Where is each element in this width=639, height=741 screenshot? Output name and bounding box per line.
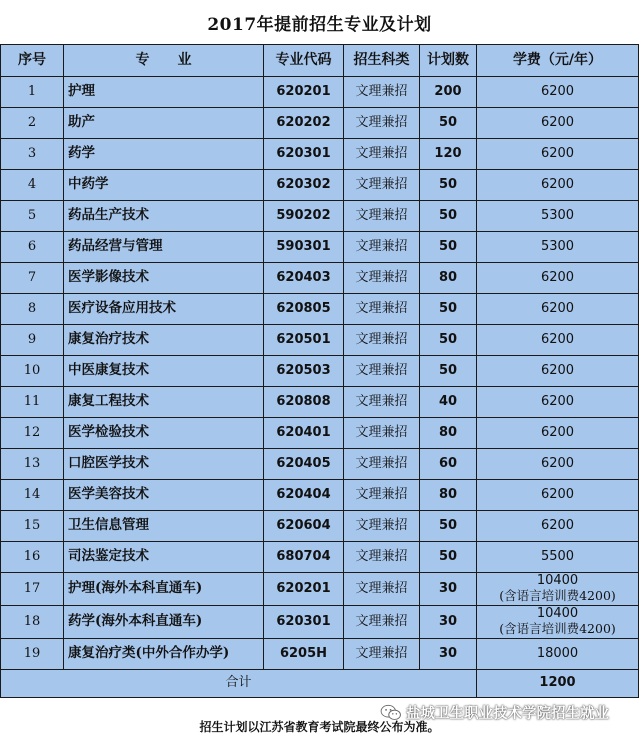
wechat-icon bbox=[380, 704, 402, 722]
cell-fee: 6200 bbox=[477, 294, 639, 325]
fee-amount: 10400 bbox=[536, 573, 579, 589]
cell-major: 康复治疗技术 bbox=[64, 325, 264, 356]
cell-category: 文理兼招 bbox=[344, 573, 420, 606]
cell-index: 6 bbox=[1, 232, 64, 263]
cell-fee: 6200 bbox=[477, 511, 639, 542]
cell-category: 文理兼招 bbox=[344, 542, 420, 573]
cell-fee: 6200 bbox=[477, 356, 639, 387]
cell-index: 18 bbox=[1, 606, 64, 639]
cell-index: 7 bbox=[1, 263, 64, 294]
fee-note: (含语言培训费4200) bbox=[499, 588, 616, 604]
cell-major: 药品生产技术 bbox=[64, 201, 264, 232]
table-row bbox=[1, 201, 639, 232]
cell-code: 620808 bbox=[264, 387, 344, 418]
cell-plan: 120 bbox=[420, 139, 477, 170]
cell-fee: 6200 bbox=[477, 139, 639, 170]
cell-code: 620403 bbox=[264, 263, 344, 294]
cell-fee: 5300 bbox=[477, 232, 639, 263]
cell-code: 590202 bbox=[264, 201, 344, 232]
cell-index: 15 bbox=[1, 511, 64, 542]
cell-code: 620201 bbox=[264, 77, 344, 108]
table-title: 2017年提前招生专业及计划 bbox=[0, 0, 639, 44]
cell-plan: 50 bbox=[420, 511, 477, 542]
cell-index: 14 bbox=[1, 480, 64, 511]
table-row bbox=[1, 294, 639, 325]
cell-code: 620202 bbox=[264, 108, 344, 139]
cell-code: 620604 bbox=[264, 511, 344, 542]
admission-plan-table bbox=[0, 44, 639, 698]
header-code: 专业代码 bbox=[264, 45, 344, 77]
cell-category: 文理兼招 bbox=[344, 108, 420, 139]
table-row bbox=[1, 511, 639, 542]
header-index: 序号 bbox=[1, 45, 64, 77]
cell-major: 护理 bbox=[64, 77, 264, 108]
cell-plan: 50 bbox=[420, 108, 477, 139]
cell-plan: 50 bbox=[420, 542, 477, 573]
cell-plan: 50 bbox=[420, 201, 477, 232]
cell-plan: 30 bbox=[420, 639, 477, 670]
cell-fee: 6200 bbox=[477, 325, 639, 356]
cell-fee: 6200 bbox=[477, 387, 639, 418]
table-row bbox=[1, 356, 639, 387]
cell-category: 文理兼招 bbox=[344, 639, 420, 670]
cell-plan: 50 bbox=[420, 232, 477, 263]
total-value: 1200 bbox=[477, 670, 639, 698]
cell-fee: 6200 bbox=[477, 449, 639, 480]
cell-plan: 80 bbox=[420, 263, 477, 294]
cell-code: 620301 bbox=[264, 606, 344, 639]
fee-amount: 10400 bbox=[536, 606, 579, 622]
cell-index: 16 bbox=[1, 542, 64, 573]
cell-major: 药品经营与管理 bbox=[64, 232, 264, 263]
table-header bbox=[1, 45, 639, 77]
cell-category: 文理兼招 bbox=[344, 294, 420, 325]
cell-plan: 60 bbox=[420, 449, 477, 480]
cell-plan: 50 bbox=[420, 356, 477, 387]
cell-major: 医学影像技术 bbox=[64, 263, 264, 294]
cell-code: 620302 bbox=[264, 170, 344, 201]
cell-code: 6205H bbox=[264, 639, 344, 670]
cell-index: 9 bbox=[1, 325, 64, 356]
cell-index: 17 bbox=[1, 573, 64, 606]
cell-index: 4 bbox=[1, 170, 64, 201]
cell-fee: 6200 bbox=[477, 263, 639, 294]
cell-index: 10 bbox=[1, 356, 64, 387]
cell-major: 卫生信息管理 bbox=[64, 511, 264, 542]
cell-index: 3 bbox=[1, 139, 64, 170]
cell-plan: 80 bbox=[420, 480, 477, 511]
cell-index: 5 bbox=[1, 201, 64, 232]
cell-index: 2 bbox=[1, 108, 64, 139]
header-plan: 计划数 bbox=[420, 45, 477, 77]
cell-code: 620201 bbox=[264, 573, 344, 606]
table-row bbox=[1, 480, 639, 511]
cell-code: 620404 bbox=[264, 480, 344, 511]
cell-code: 620501 bbox=[264, 325, 344, 356]
watermark bbox=[380, 702, 609, 723]
cell-code: 620805 bbox=[264, 294, 344, 325]
cell-fee: 5500 bbox=[477, 542, 639, 573]
cell-major: 司法鉴定技术 bbox=[64, 542, 264, 573]
cell-major: 中药学 bbox=[64, 170, 264, 201]
table-row bbox=[1, 232, 639, 263]
cell-major: 护理(海外本科直通车) bbox=[64, 573, 264, 606]
table-row bbox=[1, 263, 639, 294]
cell-fee bbox=[477, 606, 639, 639]
cell-major: 助产 bbox=[64, 108, 264, 139]
cell-fee bbox=[477, 573, 639, 606]
cell-plan: 200 bbox=[420, 77, 477, 108]
cell-category: 文理兼招 bbox=[344, 449, 420, 480]
table-row bbox=[1, 606, 639, 639]
cell-code: 620405 bbox=[264, 449, 344, 480]
cell-fee: 6200 bbox=[477, 170, 639, 201]
cell-major: 医疗设备应用技术 bbox=[64, 294, 264, 325]
cell-category: 文理兼招 bbox=[344, 356, 420, 387]
cell-index: 19 bbox=[1, 639, 64, 670]
table-row bbox=[1, 573, 639, 606]
cell-major: 康复治疗类(中外合作办学) bbox=[64, 639, 264, 670]
footer-note: 招生计划以江苏省教育考试院最终公布为准。 bbox=[0, 712, 639, 741]
cell-major: 口腔医学技术 bbox=[64, 449, 264, 480]
cell-plan: 80 bbox=[420, 418, 477, 449]
table-body bbox=[1, 77, 639, 670]
cell-category: 文理兼招 bbox=[344, 77, 420, 108]
cell-major: 药学(海外本科直通车) bbox=[64, 606, 264, 639]
cell-category: 文理兼招 bbox=[344, 139, 420, 170]
table-row bbox=[1, 639, 639, 670]
cell-category: 文理兼招 bbox=[344, 480, 420, 511]
cell-index: 1 bbox=[1, 77, 64, 108]
cell-category: 文理兼招 bbox=[344, 511, 420, 542]
table-row bbox=[1, 170, 639, 201]
total-label: 合计 bbox=[1, 670, 477, 698]
cell-major: 中医康复技术 bbox=[64, 356, 264, 387]
total-row bbox=[1, 670, 639, 698]
cell-category: 文理兼招 bbox=[344, 263, 420, 294]
cell-category: 文理兼招 bbox=[344, 606, 420, 639]
cell-category: 文理兼招 bbox=[344, 201, 420, 232]
watermark-text: 盐城卫生职业技术学院招生就业 bbox=[406, 706, 609, 722]
cell-index: 11 bbox=[1, 387, 64, 418]
header-category: 招生科类 bbox=[344, 45, 420, 77]
table-row bbox=[1, 418, 639, 449]
cell-plan: 40 bbox=[420, 387, 477, 418]
cell-plan: 30 bbox=[420, 606, 477, 639]
cell-index: 13 bbox=[1, 449, 64, 480]
cell-fee: 6200 bbox=[477, 418, 639, 449]
table-row bbox=[1, 449, 639, 480]
table-row bbox=[1, 139, 639, 170]
cell-category: 文理兼招 bbox=[344, 418, 420, 449]
cell-major: 医学美容技术 bbox=[64, 480, 264, 511]
cell-code: 620503 bbox=[264, 356, 344, 387]
cell-major: 康复工程技术 bbox=[64, 387, 264, 418]
header-fee: 学费（元/年） bbox=[477, 45, 639, 77]
cell-fee: 6200 bbox=[477, 77, 639, 108]
table-row bbox=[1, 542, 639, 573]
cell-code: 590301 bbox=[264, 232, 344, 263]
table-row bbox=[1, 387, 639, 418]
cell-code: 620401 bbox=[264, 418, 344, 449]
table-row bbox=[1, 77, 639, 108]
cell-fee: 5300 bbox=[477, 201, 639, 232]
cell-index: 8 bbox=[1, 294, 64, 325]
cell-fee: 18000 bbox=[477, 639, 639, 670]
cell-fee: 6200 bbox=[477, 108, 639, 139]
cell-plan: 50 bbox=[420, 325, 477, 356]
cell-category: 文理兼招 bbox=[344, 325, 420, 356]
cell-major: 医学检验技术 bbox=[64, 418, 264, 449]
cell-plan: 50 bbox=[420, 294, 477, 325]
header-major: 专 业 bbox=[64, 45, 264, 77]
cell-category: 文理兼招 bbox=[344, 170, 420, 201]
cell-plan: 50 bbox=[420, 170, 477, 201]
table-row bbox=[1, 325, 639, 356]
cell-index: 12 bbox=[1, 418, 64, 449]
cell-code: 620301 bbox=[264, 139, 344, 170]
cell-code: 680704 bbox=[264, 542, 344, 573]
cell-plan: 30 bbox=[420, 573, 477, 606]
fee-note: (含语言培训费4200) bbox=[499, 621, 616, 637]
cell-category: 文理兼招 bbox=[344, 232, 420, 263]
cell-fee: 6200 bbox=[477, 480, 639, 511]
cell-major: 药学 bbox=[64, 139, 264, 170]
cell-category: 文理兼招 bbox=[344, 387, 420, 418]
table-row bbox=[1, 108, 639, 139]
